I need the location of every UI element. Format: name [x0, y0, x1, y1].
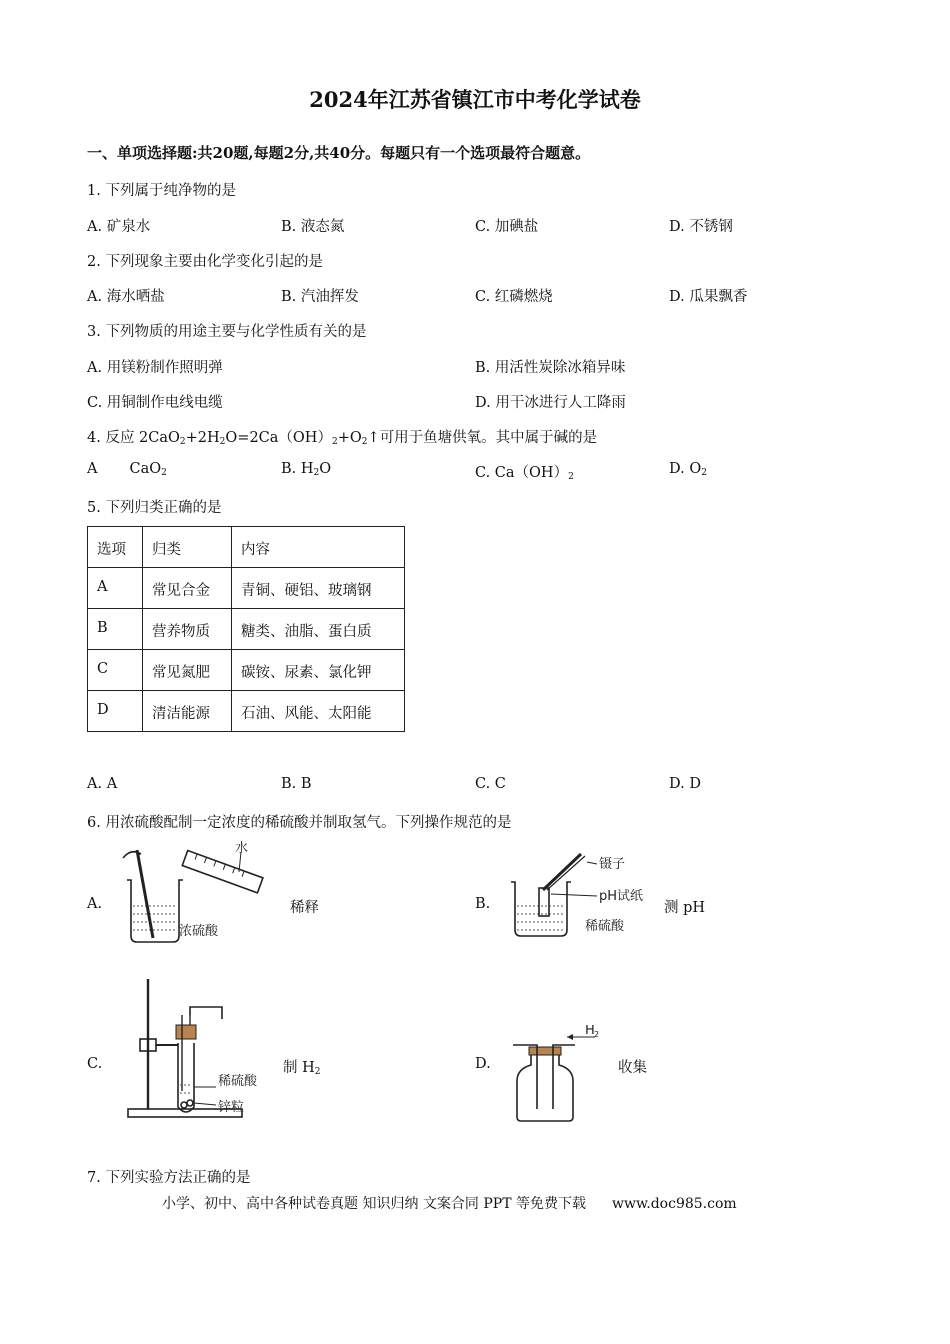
zinc-granule-icon: [181, 1102, 187, 1108]
ph-paper-icon: [539, 888, 549, 916]
svg-text:H: H: [585, 1025, 595, 1038]
footer-promo: 小学、初中、高中各种试卷真题 知识归纳 文案合同 PPT 等免费下载 www.doc985.com: [162, 1196, 737, 1212]
svg-text:镊子: 镊子: [599, 857, 626, 872]
q3-option-c: C. 用铜制作电线电缆: [87, 395, 223, 411]
q2-stem: 2. 下列现象主要由化学变化引起的是: [87, 254, 323, 270]
q6-option-c-caption: 制 $H_2$: [283, 1060, 321, 1077]
q4-stem: 4. 反应 $2CaO_2+2H_2O=2Ca(OH)_2+O_2↑$可用于鱼塘供氧。其中属于碱的是: [87, 430, 598, 447]
q4-option-d: D. $O_2$: [669, 461, 707, 478]
q2-option-c: C. 红磷燃烧: [475, 289, 553, 305]
table-cell: 青铜、硬铝、玻璃钢: [232, 568, 405, 609]
table-header-cell: 归类: [143, 527, 232, 568]
svg-text:水: 水: [235, 841, 249, 856]
test-tube-icon: [178, 1043, 194, 1112]
page-title: 2024年江苏省镇江市中考化学试卷: [309, 87, 641, 112]
gas-collection-diagram: [505, 1025, 615, 1125]
gas-bottle-icon: [517, 1053, 573, 1121]
table-cell: 常见合金: [143, 568, 232, 609]
q7-stem: 7. 下列实验方法正确的是: [87, 1170, 251, 1186]
q5-option-d: D. D: [669, 776, 701, 792]
q1-option-c: C. 加碘盐: [475, 219, 539, 235]
beaker-icon: [511, 882, 571, 936]
q6-option-d-caption: 收集: [618, 1060, 647, 1076]
q6-stem: 6. 用浓硫酸配制一定浓度的稀硫酸并制取氢气。下列操作规范的是: [87, 815, 512, 831]
table-row: [88, 609, 405, 650]
table-cell: 清洁能源: [143, 691, 232, 732]
q6-option-a-label: A.: [87, 896, 103, 912]
q6-option-c-label: C.: [87, 1056, 103, 1072]
q4-option-a: A CaO$_2$: [87, 461, 167, 478]
hydrogen-generator-diagram: [120, 975, 280, 1125]
dilution-diagram: [115, 838, 285, 948]
q4-option-b: B. $H_2O$: [281, 461, 332, 478]
table-cell: A: [88, 568, 143, 609]
q5-option-c: C. C: [475, 776, 506, 792]
q5-stem: 5. 下列归类正确的是: [87, 500, 222, 516]
table-cell: 碳铵、尿素、氯化钾: [232, 650, 405, 691]
q6-option-a-caption: 稀释: [290, 900, 319, 916]
q5-option-b: B. B: [281, 776, 312, 792]
q3-stem: 3. 下列物质的用途主要与化学性质有关的是: [87, 324, 367, 340]
q6-option-b-caption: 测 pH: [664, 900, 706, 916]
beaker-icon: [127, 880, 183, 942]
svg-text:pH试纸: pH试纸: [599, 889, 644, 904]
svg-text:2: 2: [594, 1030, 600, 1039]
table-cell: 石油、风能、太阳能: [232, 691, 405, 732]
footer-site-link[interactable]: www.doc985.com: [611, 1196, 737, 1212]
table-header-cell: 内容: [232, 527, 405, 568]
svg-text:稀硫酸: 稀硫酸: [585, 919, 625, 934]
q6-option-d-label: D.: [475, 1056, 491, 1072]
tweezers-icon: [543, 854, 581, 890]
q2-option-b: B. 汽油挥发: [281, 289, 359, 305]
classification-table: [87, 526, 405, 732]
svg-text:浓硫酸: 浓硫酸: [179, 924, 219, 939]
rubber-stopper-icon: [176, 1025, 196, 1039]
table-cell: 营养物质: [143, 609, 232, 650]
table-row: [88, 650, 405, 691]
q1-option-d: D. 不锈钢: [669, 219, 733, 235]
q3-option-a: A. 用镁粉制作照明弹: [87, 360, 223, 376]
q5-option-a: A. A: [87, 776, 118, 792]
q2-option-a: A. 海水晒盐: [87, 289, 165, 305]
q1-option-a: A. 矿泉水: [87, 219, 151, 235]
q2-option-d: D. 瓜果飘香: [669, 289, 748, 305]
q1-stem: 1. 下列属于纯净物的是: [87, 183, 236, 199]
table-cell: D: [88, 691, 143, 732]
section-heading: 一、单项选择题:共20题,每题2分,共40分。每题只有一个选项最符合题意。: [87, 144, 591, 162]
q3-option-d: D. 用干冰进行人工降雨: [475, 395, 626, 411]
table-cell: C: [88, 650, 143, 691]
table-header-cell: 选项: [88, 527, 143, 568]
cylinder-icon: [182, 850, 263, 892]
table-cell: B: [88, 609, 143, 650]
q3-option-b: B. 用活性炭除冰箱异味: [475, 360, 626, 376]
ph-test-diagram: [505, 850, 665, 945]
q6-option-b-label: B.: [475, 896, 491, 912]
svg-text:稀硫酸: 稀硫酸: [218, 1074, 258, 1089]
svg-text:锌粒: 锌粒: [218, 1100, 245, 1115]
table-row: [88, 691, 405, 732]
table-cell: 常见氮肥: [143, 650, 232, 691]
table-cell: 糖类、油脂、蛋白质: [232, 609, 405, 650]
table-header-row: [88, 527, 405, 568]
q1-option-b: B. 液态氮: [281, 219, 345, 235]
q4-option-c: C. $Ca(OH)_2$: [475, 465, 574, 482]
rubber-stopper-icon: [529, 1047, 561, 1055]
table-row: [88, 568, 405, 609]
glass-rod-icon: [137, 850, 153, 938]
